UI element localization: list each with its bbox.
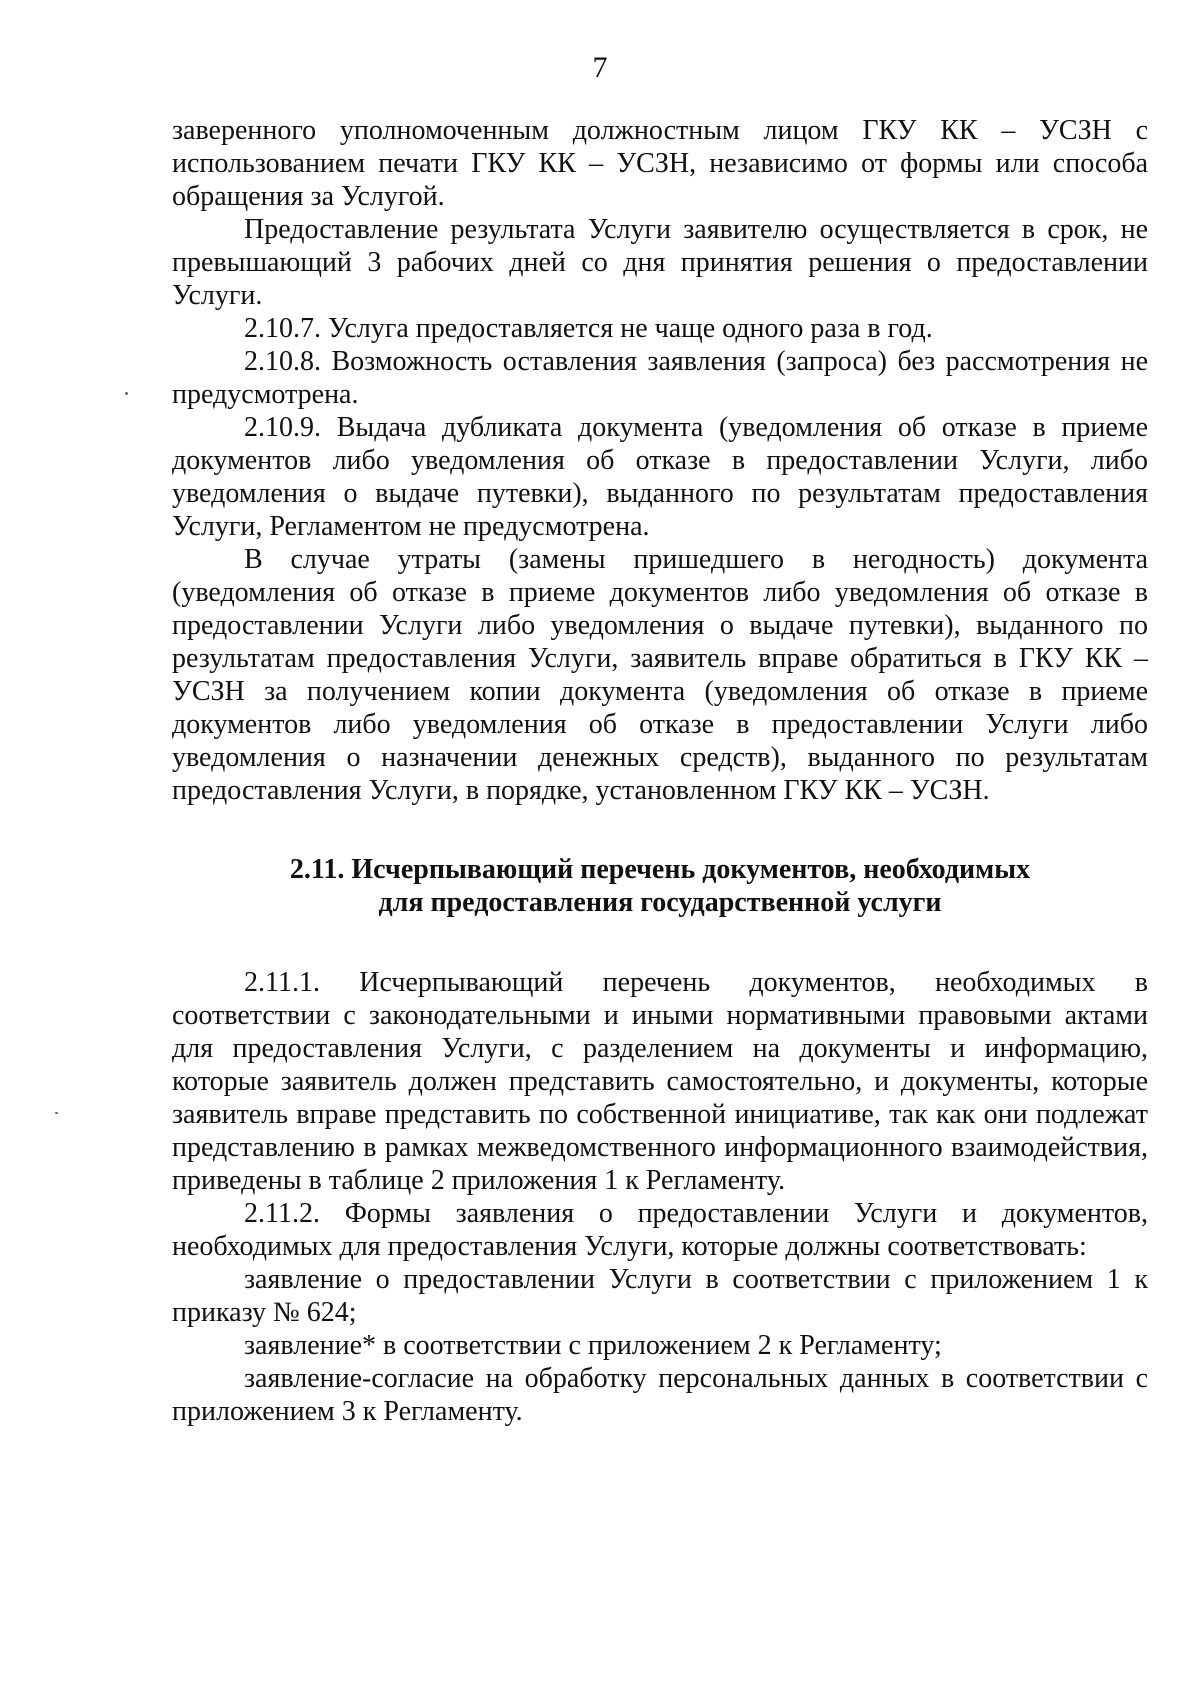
document-body bbox=[172, 114, 1148, 1428]
paragraph-loss-case: В случае утраты (замены пришедшего в негодность) документа (уведомления об отказе в приеме документов либо уведомления об отказе в предоставлении Услуги либо уведомления о выдаче путевки), выданного по результатам предоставления Услуги, заявитель вправе обратиться в ГКУ КК – УСЗН за получением копии документа (уведомления об отказе в приеме документов либо уведомления об отказе в предоставлении Услуги либо уведомления о назначении денежных средств), выданного по результатам предоставления Услуги, в порядке, установленном ГКУ КК – УСЗН. bbox=[172, 544, 1148, 806]
paragraph-2-11-1: 2.11.1. Исчерпывающий перечень документов, необходимых в соответствии с законодательными и иными нормативными правовыми актами для предоставления Услуги, с разделением на документы и информацию, которые заявитель должен представить самостоятельно, и документы, которые заявитель вправе представить по собственной инициативе, так как они подлежат представлению в рамках межведомственного информационного взаимодействия, приведены в таблице 2 приложения 1 к Регламенту. bbox=[172, 967, 1148, 1196]
section-heading-line-2: для предоставления государственной услуги bbox=[378, 887, 942, 918]
scan-speck bbox=[125, 392, 128, 395]
list-item-consent: заявление-согласие на обработку персональных данных в соответствии с приложением 3 к Регламенту. bbox=[172, 1363, 1148, 1427]
paragraph-continuation: заверенного уполномоченным должностным лицом ГКУ КК – УСЗН с использованием печати ГКУ КК – УСЗН, независимо от формы или способа обращения за Услугой. bbox=[172, 115, 1148, 212]
page-number: 7 bbox=[592, 51, 608, 84]
list-item-application-appendix-2: заявление* в соответствии с приложением 2 к Регламенту; bbox=[244, 1330, 942, 1361]
paragraph-2-10-9: 2.10.9. Выдача дубликата документа (уведомления об отказе в приеме документов либо уведомления об отказе в предоставлении Услуги, либо уведомления о выдаче путевки), выданного по результатам предоставления Услуги, Регламентом не предусмотрена. bbox=[172, 412, 1148, 542]
section-heading-line-1: 2.11. Исчерпывающий перечень документов, необходимых bbox=[289, 854, 1031, 885]
paragraph-2-10-7: 2.10.7. Услуга предоставляется не чаще одного раза в год. bbox=[244, 313, 933, 344]
paragraph-2-11-2: 2.11.2. Формы заявления о предоставлении Услуги и документов, необходимых для предоставления Услуги, которые должны соответствовать: bbox=[172, 1198, 1148, 1262]
paragraph-2-10-8: 2.10.8. Возможность оставления заявления (запроса) без рассмотрения не предусмотрена. bbox=[172, 346, 1148, 410]
paragraph-result-term: Предоставление результата Услуги заявителю осуществляется в срок, не превышающий 3 рабочих дней со дня принятия решения о предоставлении Услуги. bbox=[172, 214, 1148, 311]
section-heading-2-11 bbox=[172, 853, 1148, 919]
scan-speck bbox=[55, 1112, 58, 1114]
list-item-application: заявление о предоставлении Услуги в соответствии с приложением 1 к приказу № 624; bbox=[172, 1264, 1148, 1328]
